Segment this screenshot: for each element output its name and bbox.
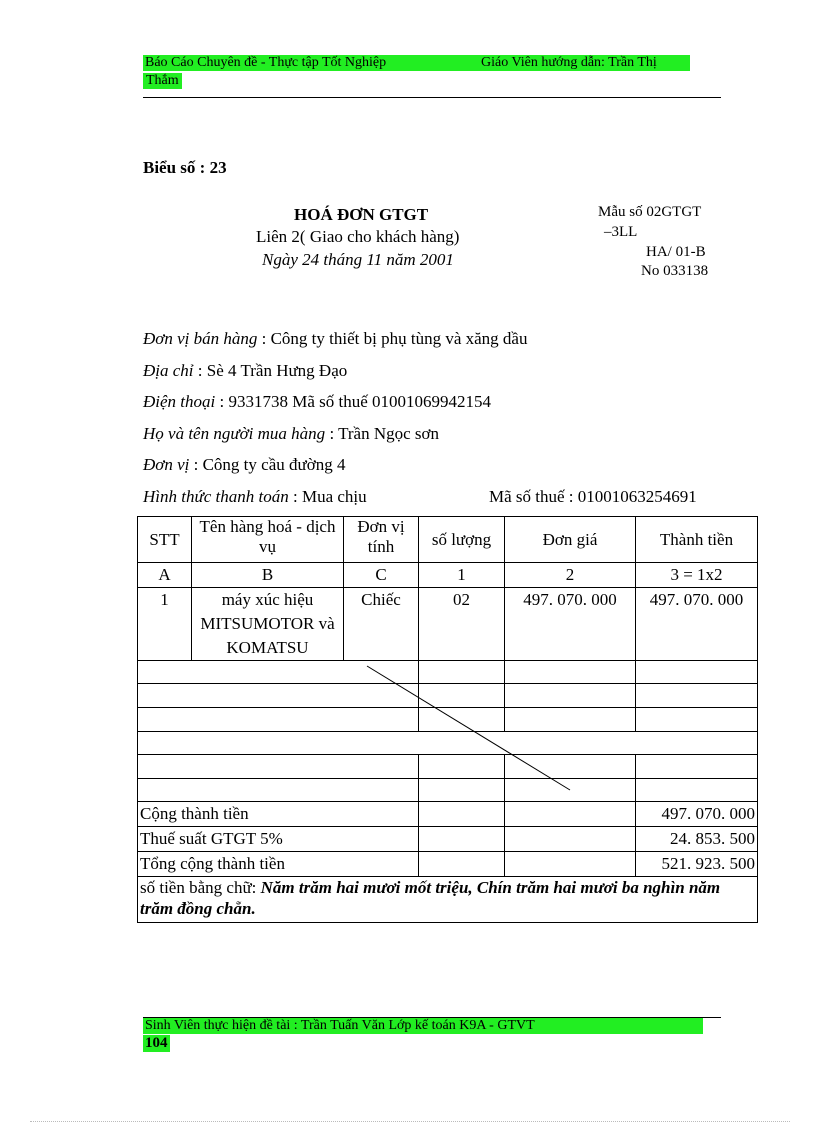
code-a: A [138,563,192,588]
address-label: Địa chỉ [143,361,194,380]
page-number: 104 [145,1035,168,1051]
phone-value: : 9331738 Mã số thuế 01001069942154 [215,392,492,411]
th-stt: STT [138,517,192,563]
buyer-line [143,424,439,444]
empty-row [138,684,758,708]
payment-label: Hình thức thanh toán [143,487,289,506]
code-3: 3 = 1x2 [636,563,758,588]
row-price: 497. 070. 000 [505,588,636,661]
header-divider [143,97,721,98]
total-value: 521. 923. 500 [636,852,758,877]
row-stt: 1 [138,588,192,661]
th-unit: Đơn vị tính [344,517,419,563]
row-name: máy xúc hiệu MITSUMOTOR và KOMATSU [192,588,344,661]
amount-in-words [138,877,758,923]
total-label: Tổng cộng thành tiền [138,852,419,877]
seller-label: Đơn vị bán hàng [143,329,258,348]
form-code-4: No 033138 [641,263,709,279]
th-name: Tên hàng hoá - dịch vụ [192,517,344,563]
payment-value: : Mua chịu [288,487,367,506]
invoice-copy: Liên 2( Giao cho khách hàng) [256,227,460,246]
phone-label: Điện thoại [143,392,216,411]
total-row [138,852,758,877]
header-left: Báo Cáo Chuyên đề - Thực tập Tốt Nghiệp [145,55,387,70]
code-c: C [344,563,419,588]
address-line [143,361,347,381]
subtotal-value: 497. 070. 000 [636,802,758,827]
code-2: 2 [505,563,636,588]
row-qty: 02 [419,588,505,661]
form-code-1: Mẫu số 02GTGT [598,204,702,220]
seller-line [143,329,527,349]
invoice-table [137,516,758,923]
table-row [138,588,758,661]
phone-line [143,392,491,412]
header-cont: Thắm [143,73,182,89]
row-unit: Chiếc [344,588,419,661]
unit-value: : Công ty cầu đường 4 [189,455,346,474]
words-label: số tiền bằng chữ: [140,878,261,897]
words-row [138,877,758,923]
row-amount: 497. 070. 000 [636,588,758,661]
vat-label: Thuế suất GTGT 5% [138,827,419,852]
unit-line [143,455,345,475]
buyer-tax-code: Mã số thuế : 01001063254691 [489,487,697,506]
th-qty: số lượng [419,517,505,563]
buyer-label: Họ và tên người mua hàng [143,424,326,443]
buyer-value: : Trần Ngọc sơn [325,424,440,443]
empty-row [138,661,758,684]
seller-value: : Công ty thiết bị phụ tùng và xăng dầu [257,329,528,348]
th-price: Đơn giá [505,517,636,563]
form-code-3: HA/ 01-B [646,244,706,260]
table-code-row [138,563,758,588]
address-value: : Sè 4 Trần Hưng Đạo [193,361,348,380]
payment-line [143,487,367,507]
form-number: Biểu số : 23 [143,158,227,177]
empty-row [138,732,758,755]
th-amount: Thành tiền [636,517,758,563]
words-value: Năm trăm hai mươi mốt triệu, Chín trăm hai mươi ba nghìn năm trăm đồng chẵn. [140,878,721,918]
header-right: Giáo Viên hướng dẫn: Trần Thị [481,55,657,70]
subtotal-row [138,802,758,827]
footer-student: Sinh Viên thực hiện đề tài : Trần Tuấn Văn Lớp kế toán K9A - GTVT [145,1018,535,1033]
unit-label: Đơn vị [143,455,190,474]
empty-row [138,708,758,732]
subtotal-label: Cộng thành tiền [138,802,419,827]
form-code-2: –3LL [604,224,638,240]
empty-row [138,755,758,779]
vat-row [138,827,758,852]
code-1: 1 [419,563,505,588]
page-edge [30,1121,790,1122]
empty-row [138,779,758,802]
code-b: B [192,563,344,588]
invoice-date: Ngày 24 tháng 11 năm 2001 [262,250,454,269]
table-header-row [138,517,758,563]
vat-value: 24. 853. 500 [636,827,758,852]
invoice-title: HOÁ ĐƠN GTGT [294,205,429,224]
